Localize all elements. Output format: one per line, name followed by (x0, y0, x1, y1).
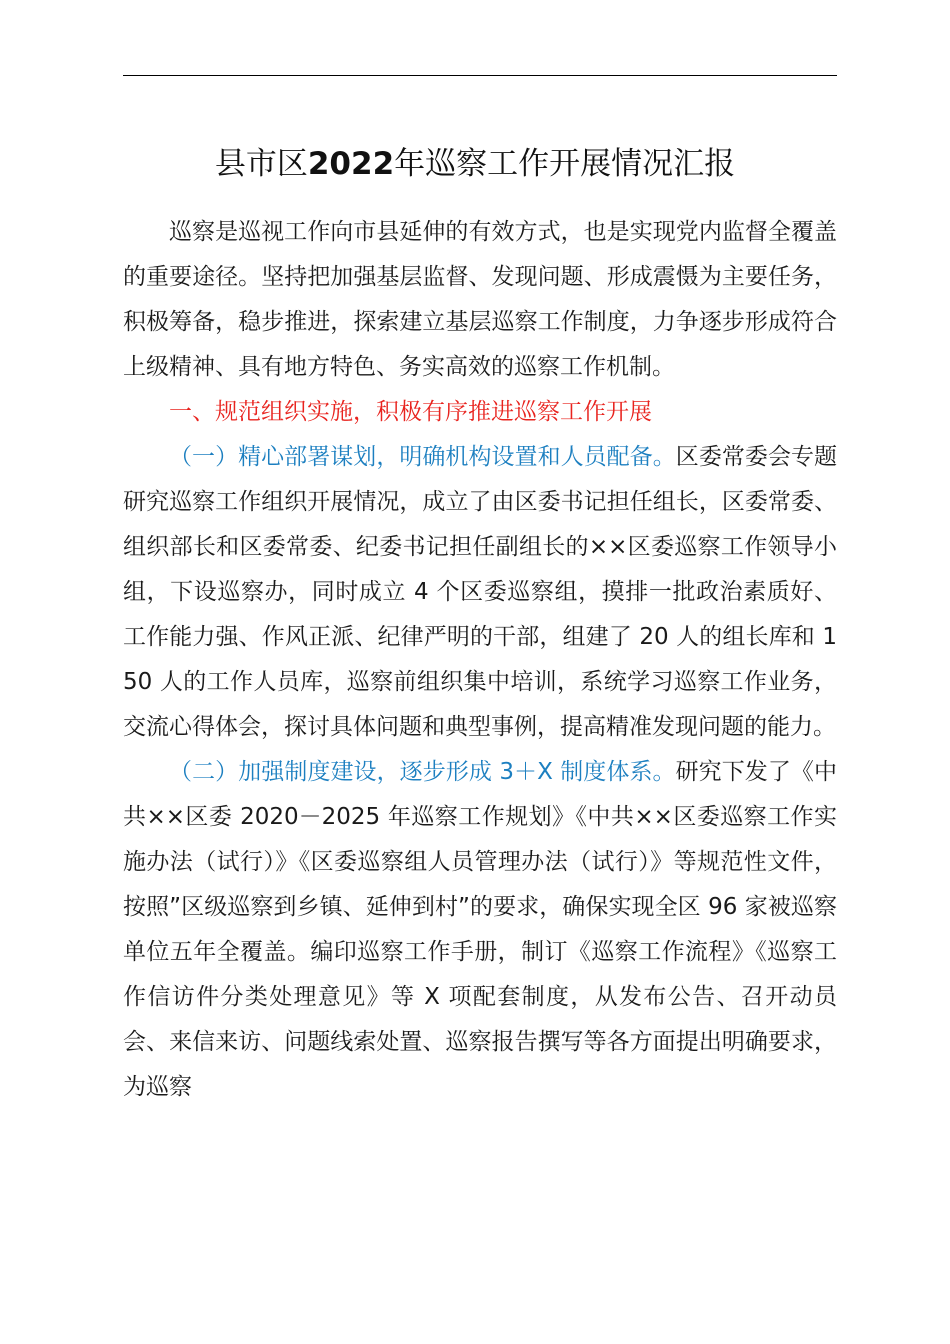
section-1-heading: 一、规范组织实施，积极有序推进巡察工作开展 (169, 399, 652, 425)
subsection-2-heading: （二）加强制度建设，逐步形成 3＋X 制度体系。 (169, 759, 676, 785)
page-title (0, 140, 950, 188)
title-prefix: 县市区 (214, 146, 308, 182)
subsection-1-paragraph (123, 435, 837, 750)
title-suffix: 年巡察工作开展情况汇报 (394, 146, 736, 182)
subsection-1-body: 区委常委会专题研究巡察工作组织开展情况，成立了由区委书记担任组长，区委常委、组织部长和区委常委、纪委书记担任副组长的××区委巡察工作领导小组，下设巡察办，同时成立 4 个区委巡察组，摸排一批政治素质好、工作能力强、作风正派、纪律严明的干部，组建了 20 人的组长库和 150 人的工作人员库，巡察前组织集中培训，系统学习巡察工作业务，交流心得体会，探讨具体问题和典型事例，提高精准发现问题的能力。 (123, 444, 838, 740)
subsection-2-body: 研究下发了《中共××区委 2020－2025 年巡察工作规划》《中共××区委巡察工作实施办法（试行）》《区委巡察组人员管理办法（试行）》等规范性文件，按照”区级巡察到乡镇、延伸到村”的要求，确保实现全区 96 家被巡察单位五年全覆盖。编印巡察工作手册，制订《巡察工作流程》《巡察工作信访件分类处理意见》等 X 项配套制度，从发布公告、召开动员会、来信来访、问题线索处置、巡察报告撰写等各方面提出明确要求，为巡察 (123, 759, 838, 1100)
subsection-1-heading: （一）精心部署谋划，明确机构设置和人员配备。 (169, 444, 676, 470)
top-horizontal-rule (123, 75, 837, 76)
intro-paragraph: 巡察是巡视工作向市县延伸的有效方式，也是实现党内监督全覆盖的重要途径。坚持把加强基层监督、发现问题、形成震慑为主要任务，积极筹备，稳步推进，探索建立基层巡察工作制度，力争逐步形成符合上级精神、具有地方特色、务实高效的巡察工作机制。 (123, 219, 837, 380)
document-body (123, 210, 837, 1110)
subsection-2-paragraph (123, 750, 837, 1110)
title-year: 2022 (307, 146, 395, 182)
